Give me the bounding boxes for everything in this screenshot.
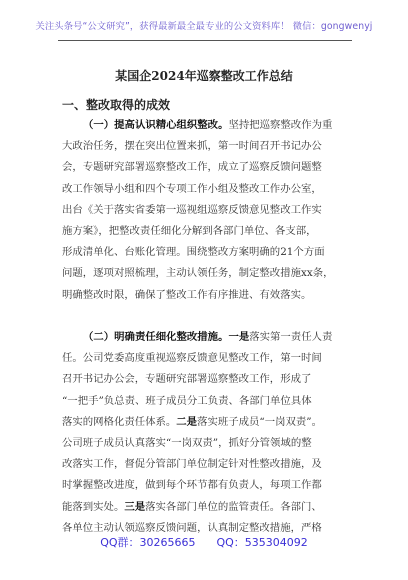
- keyword: 三是: [124, 500, 146, 513]
- header-banner: 关注头条号“公文研究”，获得最新最全最专业的公文资料库！ 微信：gongwenyj: [35, 21, 373, 32]
- footer-contacts: [0, 534, 408, 550]
- paragraph-line: 出台《关于落实省委第一巡视组巡察反馈意见整改工作实: [62, 203, 322, 216]
- paragraph-line: 公司班子成员认真落实“一岗双责”，抓好分管领域的整: [62, 437, 312, 450]
- paragraph-line: 改落实工作，督促分管部门单位制定针对性整改措施，及: [62, 458, 322, 471]
- qq-number: QQ：535304092: [216, 536, 308, 549]
- paragraph-line: （一）提高认识精心组织整改。坚持把巡察整改作为重: [83, 119, 333, 131]
- paragraph-line: 落实的网格化责任体系。二是落实班子成员“一岗双责”。: [62, 415, 322, 428]
- paragraph-line: 形成清单化、台账化管理。围绕整改方案明确的21个方面: [62, 246, 325, 259]
- keyword: 一是: [228, 331, 250, 343]
- paragraph-line: 明确整改时限，确保了整改工作有序推进、有效落实。: [62, 288, 312, 301]
- paragraph-heading: （二）明确责任细化整改措施。: [83, 331, 229, 343]
- paragraph-line: 大政治任务，摆在突出位置来抓，第一时间召开书记办公: [62, 140, 322, 153]
- section-heading: 一、整改取得的成效: [62, 98, 171, 112]
- paragraph-line: 时掌握整改进度，做到每个环节都有负责人，每项工作都: [62, 479, 322, 492]
- paragraph-heading: （一）提高认识精心组织整改。: [83, 119, 229, 131]
- paragraph-line: 任。公司党委高度重视巡察反馈意见整改工作，第一时间: [62, 352, 322, 365]
- paragraph-line: 问题，逐项对照梳理，主动认领任务，制定整改措施xx条，: [62, 267, 334, 280]
- document-title: 某国企2024年巡察整改工作总结: [115, 69, 293, 83]
- paragraph-line: （二）明确责任细化整改措施。一是落实第一责任人责: [83, 331, 333, 343]
- paragraph-2: [62, 327, 352, 539]
- paragraph-1: [62, 115, 352, 306]
- paragraph-line: 改工作领导小组和四个专项工作小组及整改工作办公室，: [62, 182, 322, 195]
- keyword: 二是: [176, 415, 198, 428]
- paragraph-line: 召开书记办公会，专题研究部署巡察整改工作，形成了: [62, 373, 312, 386]
- paragraph-line: 各单位主动认领巡察反馈问题，认真制定整改措施，严格: [62, 521, 322, 534]
- paragraph-line: 施方案》，把整改责任细化分解到各部门单位、各支部，: [62, 225, 317, 238]
- header-divider: [58, 40, 352, 41]
- paragraph-line: 会，专题研究部署巡察整改工作，成立了巡察反馈问题整: [62, 161, 322, 174]
- paragraph-line: “一把手”负总责、班子成员分工负责、各部门单位具体: [62, 394, 312, 407]
- qq-group-number: QQ群：30265665: [100, 536, 196, 549]
- paragraph-line: 能落到实处。三是落实各部门单位的监管责任。各部门、: [62, 500, 322, 513]
